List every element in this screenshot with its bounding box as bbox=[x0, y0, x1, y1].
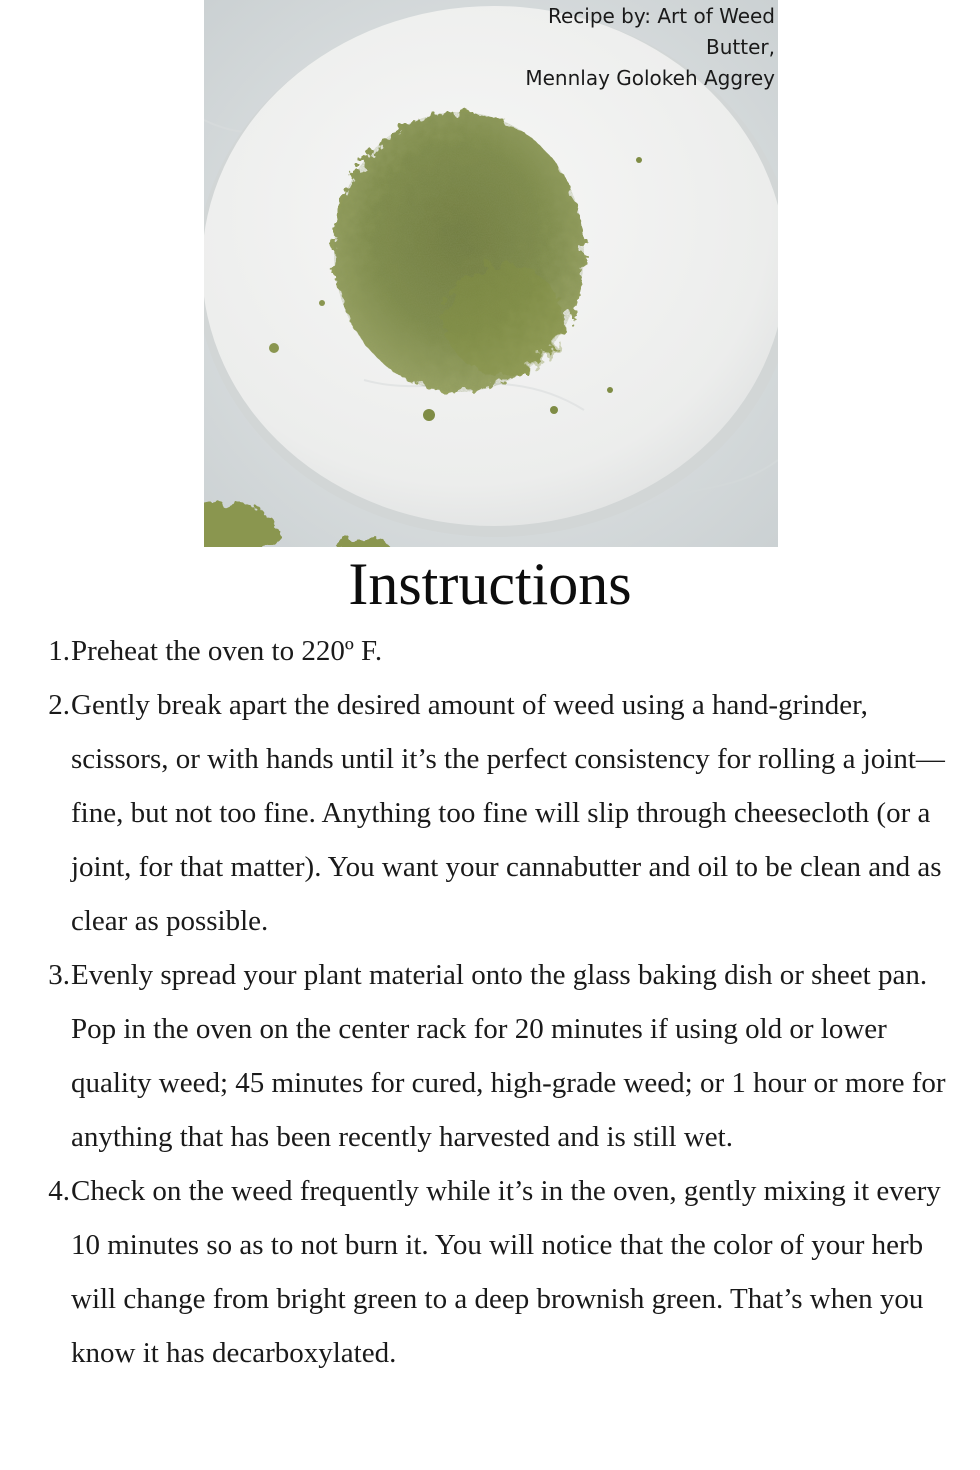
credit-line-2: Butter, bbox=[706, 35, 775, 59]
instruction-step-1 bbox=[40, 624, 960, 678]
instruction-step-2 bbox=[40, 678, 960, 948]
instruction-list bbox=[40, 624, 960, 1380]
credit-line-1: Recipe by: Art of Weed bbox=[547, 4, 775, 28]
instruction-step-3 bbox=[40, 948, 960, 1164]
recipe-credit bbox=[525, 1, 775, 94]
instruction-step-4 bbox=[40, 1164, 960, 1380]
ground-cannabis-photo bbox=[204, 0, 778, 547]
step-text: Preheat the oven to 220º F. bbox=[71, 635, 383, 667]
step-number: 3. bbox=[48, 959, 70, 991]
step-text: Gently break apart the desired amount of weed using a hand-grinder, scissors, or with hands until it’s the perfect consistency for rolling a joint— fine, but not too fine. Anything too fine will slip through cheesecloth (or a joint, for that matter). You want your cannabutter and oil to be clean and as clear as possible. bbox=[71, 689, 945, 937]
step-number: 1. bbox=[48, 635, 70, 667]
credit-line-3: Mennlay Golokeh Aggrey bbox=[525, 66, 775, 90]
page-title: Instructions bbox=[348, 551, 632, 617]
step-number: 4. bbox=[48, 1175, 70, 1207]
step-text: Check on the weed frequently while it’s in the oven, gently mixing it every 10 minutes so as to not burn it. You will notice that the color of your herb will change from bright green to a deep brownish green. That’s when you know it has decarboxylated. bbox=[71, 1175, 941, 1369]
step-text: Evenly spread your plant material onto the glass baking dish or sheet pan. Pop in the oven on the center rack for 20 minutes if using old or lower quality weed; 45 minutes for cured, high-grade weed; or 1 hour or more for anything that has been recently harvested and is still wet. bbox=[71, 959, 946, 1153]
step-number: 2. bbox=[48, 689, 70, 721]
